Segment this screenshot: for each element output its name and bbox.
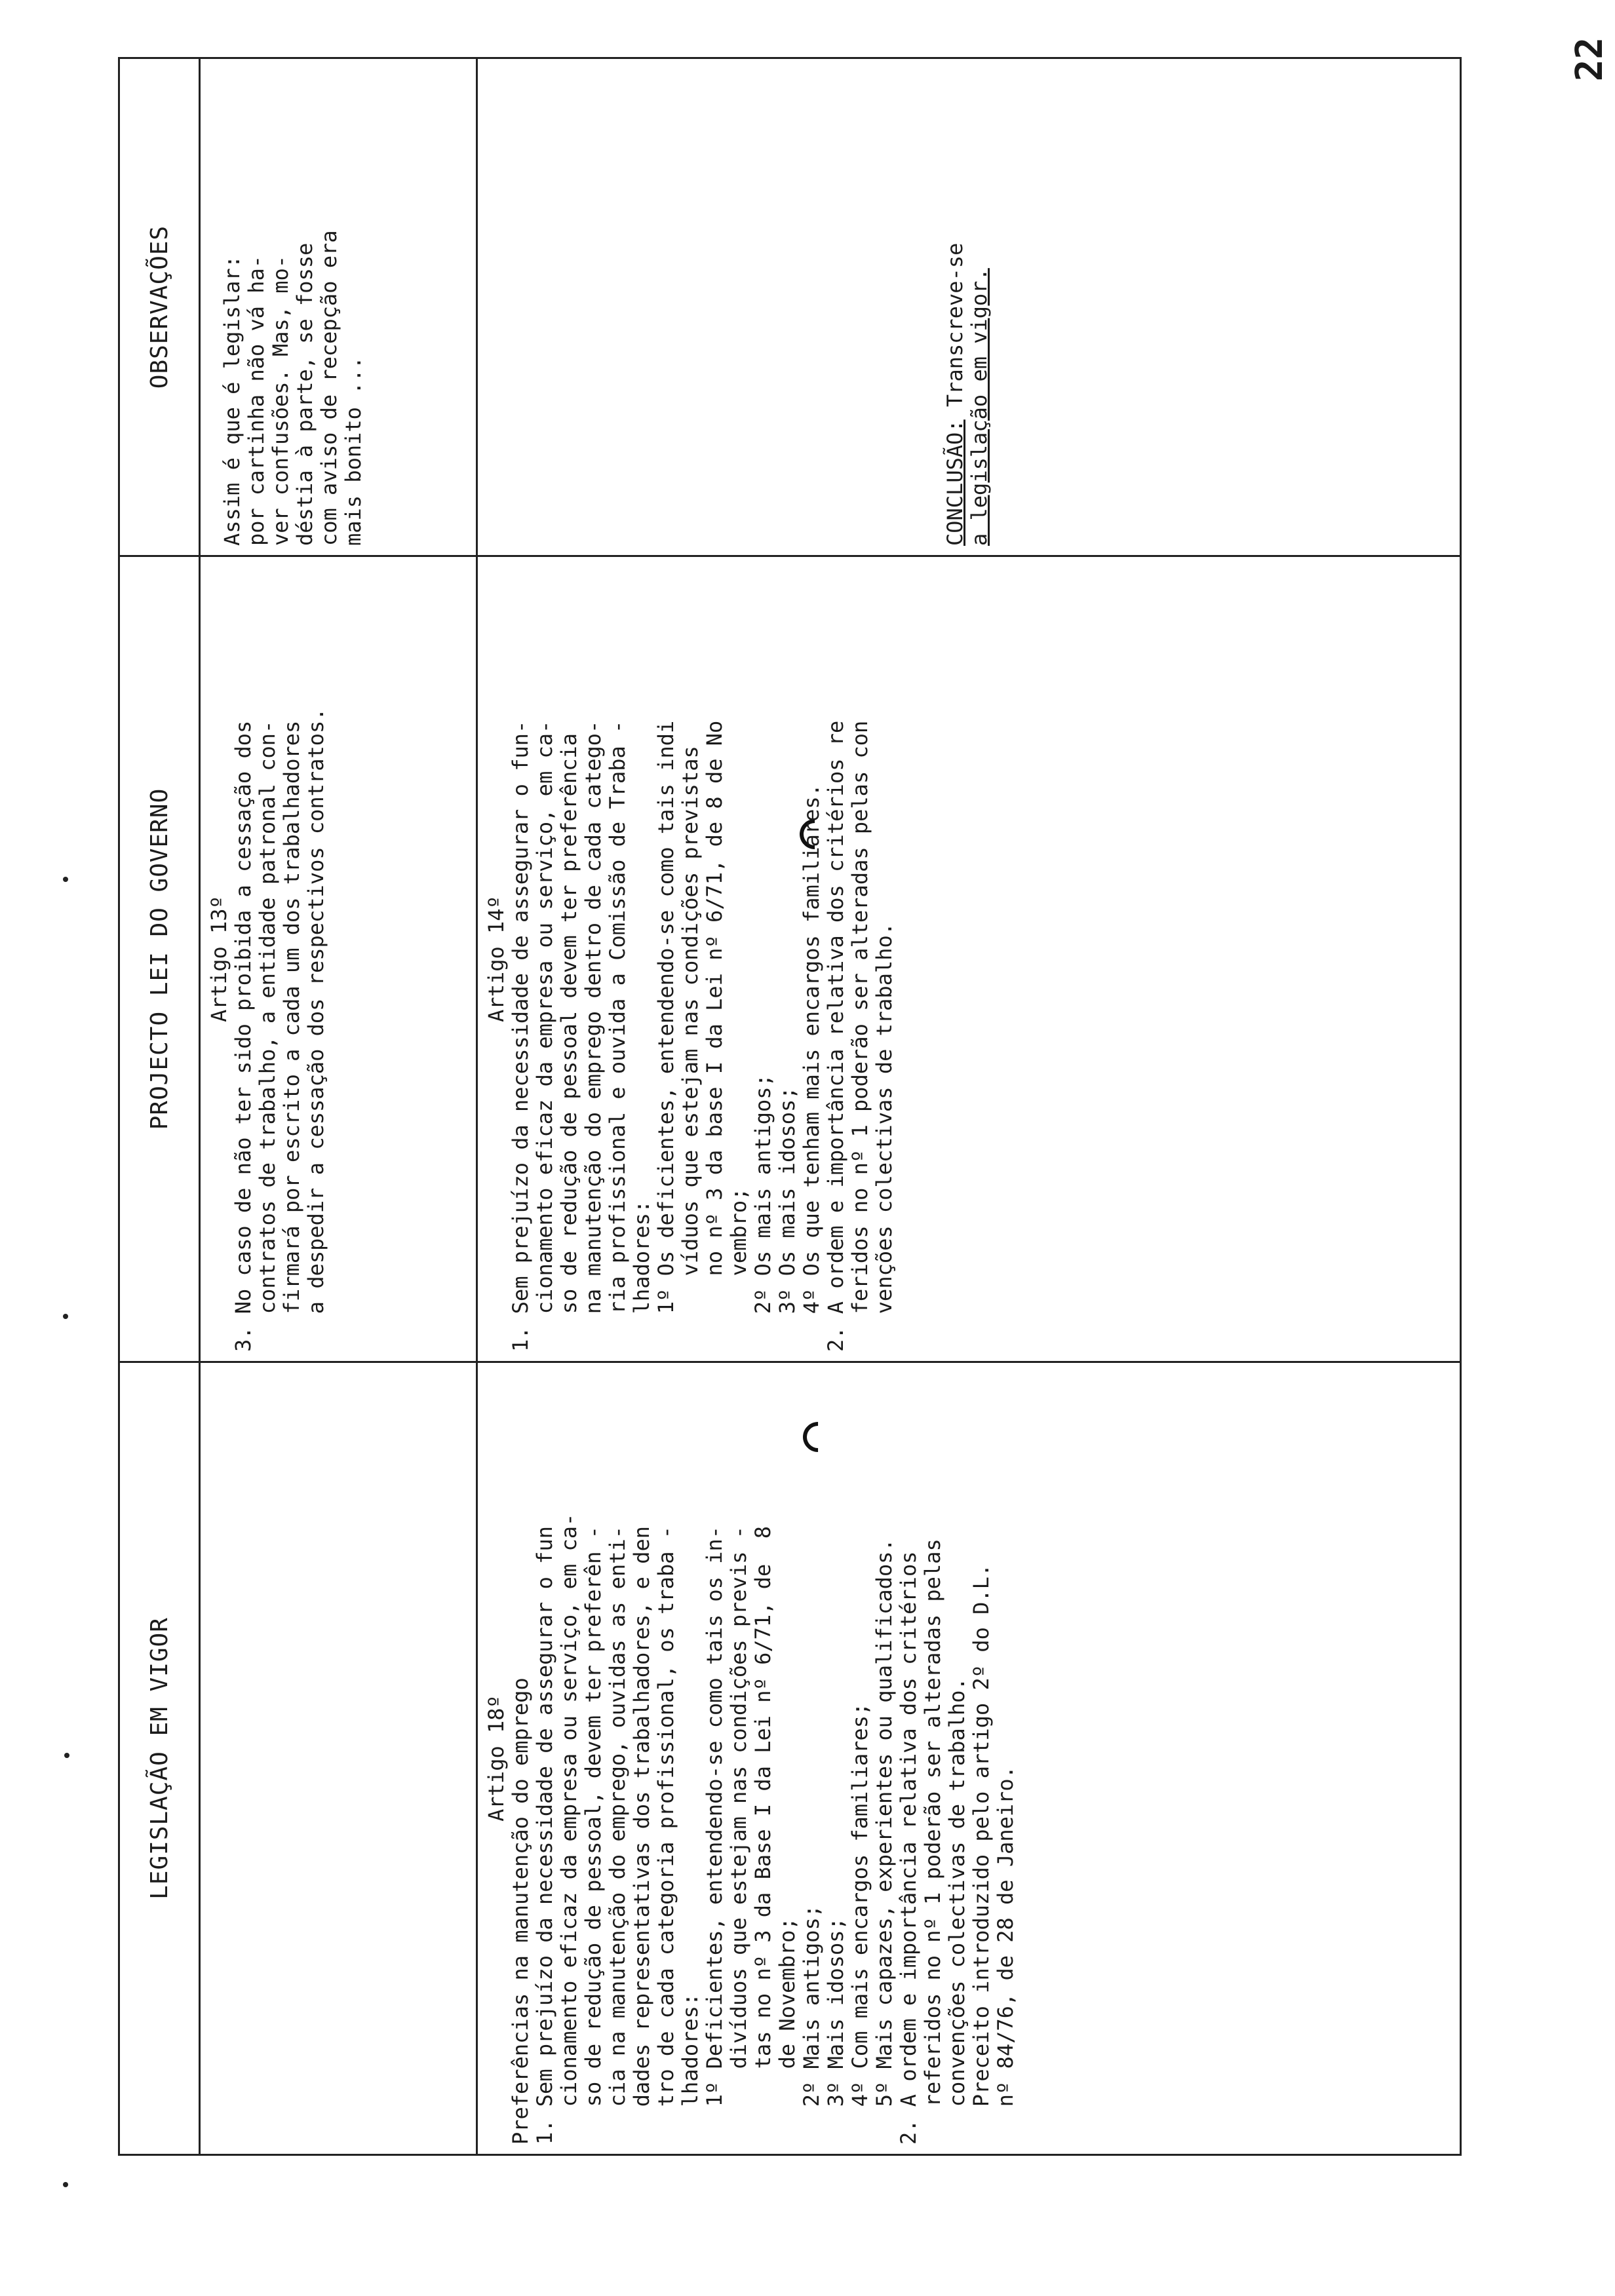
text-line: 4º Os que tenham mais encargos familiares.: [799, 784, 824, 1352]
text-line: so de redução de pessoal devem ter preferência: [556, 733, 581, 1352]
text-line: no nº 3 da base I da Lei nº 6/71, de 8 de No: [702, 720, 727, 1352]
header-projecto-lei: PROJECTO LEI DO GOVERNO: [119, 556, 200, 1362]
text-line: 1. Sem prejuízo da necessidade de assegurar o fun: [532, 1525, 557, 2145]
cell-projecto-artigo-13: [200, 556, 477, 1362]
cell-legislacao-empty: [200, 1362, 477, 2155]
text-line: 4º Com mais encargos familiares;: [847, 1702, 872, 2145]
text-line: 2. A ordem e importância relativa dos critérios re: [823, 720, 848, 1352]
text-line: Assim é que é legislar:: [220, 255, 244, 546]
article-title: Artigo 18º: [484, 1695, 509, 1822]
text-line: de Novembro;: [775, 1917, 800, 2145]
cell-observacoes-row1: [200, 58, 477, 556]
text-line: cionamento eficaz da empresa ou serviço, em ca-: [556, 1513, 581, 2145]
table-row: [200, 58, 477, 2155]
text-line: venções colectivas de trabalho.: [872, 922, 897, 1352]
text-line: vembro;: [726, 1187, 751, 1352]
speck: [63, 1314, 68, 1319]
text-line: firmará por escrito a cada um dos trabalhadores: [279, 720, 304, 1352]
speck: [63, 877, 68, 882]
article-title: Artigo 13º: [206, 896, 231, 1022]
cell-legislacao-artigo-18: [477, 1362, 1461, 2155]
article-title: Artigo 14º: [484, 896, 509, 1022]
text-line: 1º Os deficientes, entendendo-se como tais indi: [653, 720, 678, 1352]
text-line: dades representativas dos trabalhadores, e den: [629, 1525, 654, 2145]
text-line: convenções colectivas de trabalho.: [944, 1677, 969, 2145]
text-line: cionamento eficaz da empresa ou serviço, em ca-: [532, 720, 557, 1352]
text-line: 2º Mais antigos;: [799, 1904, 824, 2145]
text-line: na manutenção do emprego dentro de cada catego-: [581, 720, 606, 1352]
conclusion-line: [943, 68, 967, 546]
conclusion-label: CONCLUSÃO:: [943, 419, 967, 546]
text-line: so de redução de pessoal, devem ter preferên -: [581, 1525, 606, 2145]
text-line: déstia à parte, se fosse: [292, 242, 317, 546]
speck: [64, 1753, 69, 1758]
text-line: 3º Os mais idosos;: [775, 1086, 800, 1352]
text-line: nº 84/76, de 28 de Janeiro.: [993, 1766, 1018, 2145]
text-line: tro de cada categoria profissional, os traba -: [653, 1525, 678, 2145]
text-line: contratos de trabalho, a entidade patronal con-: [255, 720, 280, 1352]
cell-projecto-artigo-14: [477, 556, 1461, 1362]
spacer: [484, 68, 943, 546]
text-line: a despedir a cessação dos respectivos contratos.: [303, 708, 328, 1352]
header-observacoes: OBSERVAÇÕES: [119, 58, 200, 556]
text-line: Preceito introduzido pelo artigo 2º do D.L.: [969, 1563, 994, 2145]
text-line: 1. Sem prejuízo da necessidade de assegurar o fun-: [508, 720, 533, 1352]
page-number: 22: [1568, 37, 1612, 82]
text-line: divíduos que estejam nas condições previs -: [726, 1525, 751, 2145]
text-line: 1º Deficientes, entendendo-se como tais os in-: [702, 1525, 727, 2145]
text-line: por cartinha não vá ha-: [244, 255, 269, 546]
text-line: tas no nº 3 da Base I da Lei nº 6/71, de 8: [750, 1525, 775, 2145]
cell-observacoes-row2: [477, 58, 1461, 556]
text-line: 5º Mais capazes, experientes ou qualificados.: [872, 1539, 897, 2145]
text-line: lhadores:: [629, 1200, 654, 1352]
text-line: 3. No caso de não ter sido proibida a cessação dos: [231, 720, 256, 1352]
text-line: cia na manutenção do emprego, ouvidas as enti-: [605, 1525, 630, 2145]
conclusion-text: Transcreve-se: [943, 242, 967, 420]
text-line: 2. A ordem e importância relativa dos critérios: [896, 1551, 921, 2145]
text-line: ria profissional e ouvida a Comissão de Traba -: [605, 720, 630, 1352]
text-line: 3º Mais idosos;: [823, 1917, 848, 2145]
text-line: com aviso de recepção era: [317, 230, 341, 546]
speck: [63, 2182, 68, 2187]
text-line: mais bonito ...: [341, 356, 366, 546]
text-line: feridos no nº 1 poderão ser alteradas pelas con: [847, 720, 872, 1352]
text-line: 2º Os mais antigos;: [750, 1074, 775, 1352]
text-line: víduos que estejam nas condições previstas: [678, 746, 703, 1352]
rotated-table-wrapper: [118, 59, 1462, 2156]
table-header-row: [119, 58, 200, 2155]
text-line: lhadores:: [678, 1993, 703, 2145]
conclusion-line-2: a legislação em vigor.: [967, 268, 992, 546]
text-line: Preferências na manutenção do emprego: [508, 1677, 533, 2145]
text-line: ver confusões. Mas, mo-: [268, 255, 293, 546]
text-line: referidos no nº 1 poderão ser alteradas pelas: [920, 1539, 945, 2145]
comparison-table: [118, 57, 1462, 2156]
table-row: [477, 58, 1461, 2155]
header-legislacao-em-vigor: LEGISLAÇÃO EM VIGOR: [119, 1362, 200, 2155]
